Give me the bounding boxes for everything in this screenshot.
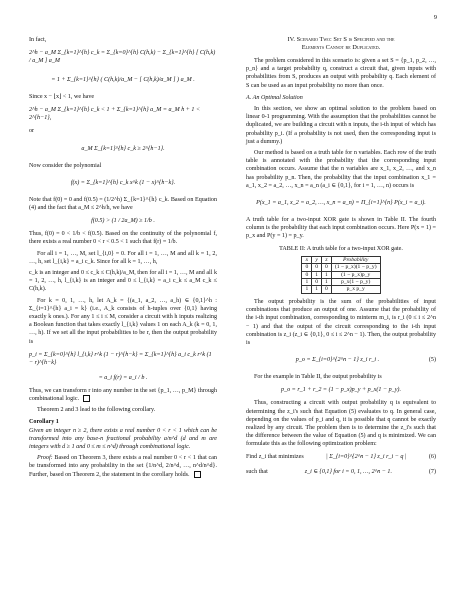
table-header-cell: z	[322, 256, 332, 263]
table-cell: 1	[322, 279, 332, 286]
table-header-cell: y	[312, 256, 322, 263]
table-row	[302, 264, 380, 271]
table-cell: 1	[322, 271, 332, 278]
subsection-heading: A. An Optimal Solution	[246, 94, 303, 101]
right-column	[246, 36, 436, 482]
table-cell: 1	[312, 271, 322, 278]
equation-output-prob: p_i = Σ_{k=0}^{h} l_{i,k} r^k (1 − r)^{h−k} = Σ_{k=1}^{h} a_i c_k r^k (1 − r)^{h−k}	[29, 351, 212, 366]
text-truth-table: A truth table for a two-input XOR gate is shown in Table II. The fourth column is the probability that each input combination occurs. Here P(x = 1) = p_x and P(y = 1) = p_y.	[246, 217, 436, 240]
table-cell: p_x p_y	[331, 286, 380, 293]
equation-polynomial: f(x) = Σ_{k=1}^{h} c_k x^k (1 − x)^{h−k}.	[70, 179, 176, 186]
page-number: 9	[433, 14, 437, 21]
text-output-prob: The output probability is the sum of the probabilities of input combinations that produce an output of one. Assume that the probability of the i-th input combination, corresponding to minterm m_i, is r_i (0 ≤ i ≤ 2^n − 1) and that the output of the circuit corresponding to the i-th input combination is z_i (z_i ∈ {0,1}, 0 ≤ i ≤ 2^n − 1). Then, the output probability is	[246, 298, 436, 346]
equation-7	[246, 467, 436, 479]
text-for-k-define: For k = 0, 1, …, h, let A_k = {(a_1, a_2, …, a_h) ∈ {0,1}^h : Σ_{i=1}^{h} a_i = k} (i.e., A_k consists of h-tuples over {0,1} having exactly k ones.). For any 1 ≤ i ≤ M, consider a circuit with h inputs realizing a Boolean function that takes exactly l_{i,k} values 1 on each A_k (k = 0, 1, …, h). If we set all the input probabilities to be r, then the output probability is	[29, 297, 217, 345]
table-row	[302, 286, 380, 293]
text-for-all-set: For all i = 1, …, M, set l_{i,0} = 0. For all i = 1, …, M and all k = 1, 2, …, h, set l_{i,k} = a_i c_k. Since for all k = 1, …, h,	[29, 250, 217, 265]
truth-table	[301, 256, 380, 294]
table-row	[302, 271, 380, 278]
equation-4: a_M Σ_{k=1}^{h} c_k ≥ 2^{h−1}.	[81, 145, 165, 152]
equation-example: p_o = r_1 + r_2 = (1 − p_x)p_y + p_x(1 − p_y).	[281, 387, 401, 394]
equation-5-body: p_o = Σ_{i=0}^{2^n − 1} z_i r_i .	[295, 357, 380, 363]
table-cell: (1 − p_x)p_y	[331, 271, 380, 278]
table-cell: 1	[312, 286, 322, 293]
text-section-intro: In this section, we show an optimal solution to the problem based on linear 0-1 programming. With the assumption that the probabilities cannot be duplicated, we are building a circuit with n inputs, the i-th input of which has probability p_i. (If a probability is not used, then the corresponding input is just a dummy.)	[246, 106, 436, 145]
table-cell: 0	[312, 279, 322, 286]
table-cell: 1	[302, 279, 312, 286]
table-cell: 0	[302, 264, 312, 271]
equation-6-body: | Σ_{i=0}^{2^n − 1} z_i r_i − q |	[326, 454, 407, 461]
table-cell: 1	[302, 286, 312, 293]
proof-paragraph: Proof: Based on Theorem 3, there exists a real number 0 < r < 1 that can be transformed into any probability in the set {1/n^d, 2/n^d, …, n^d/n^d}. Further, based on Theorem 2, the statement in the corollary holds.	[29, 455, 217, 478]
equation-output-prob-cont: = a_i f(r) = a_i / b .	[98, 374, 148, 381]
table-cell: 0	[312, 264, 322, 271]
equation-number: (6)	[428, 454, 436, 461]
text-example: For the example in Table II, the output probability is	[254, 374, 382, 381]
text-thus-constructing: Thus, constructing a circuit with output probability q is equivalent to determining the z_i's such that Equation (5) evaluates to q. In general case, depending on the values of p_i and q, it is possible that q cannot be exactly realized by any circuit. The problem then is to determine the z_i's such that the difference between the value of Equation (5) and q is minimized. We can formulate this as the following optimization problem:	[246, 400, 436, 448]
text-problem: The problem considered in this scenario is: given a set S = {p_1, p_2, …, p_n} and a target probability q, construct a circuit that, given inputs with probabilities from S, produces an output with probability q. Each element of S can be used as an input probability no more than once.	[246, 58, 436, 89]
text-or: or	[29, 128, 35, 135]
table-header-row	[302, 256, 380, 263]
equation-expansion-cont: = 1 + Σ_{k=1}^{h} ( C(h,k)/a_M − [ C(h,k)/a_M ] ) a_M .	[51, 77, 195, 84]
equation-7-body: z_i ∈ {0,1} for i = 0, 1, …, 2^n − 1.	[304, 469, 392, 476]
table-header-cell: x	[302, 256, 312, 263]
table-cell: 0	[302, 271, 312, 278]
left-column	[29, 36, 217, 482]
text-in-fact: In fact,	[29, 37, 47, 43]
text-theorem-lead: Theorem 2 and 3 lead to the following corollary.	[37, 407, 156, 414]
proof-label: Proof:	[37, 455, 53, 462]
corollary-title: Corollary 1	[29, 419, 59, 426]
opt-label: Find z_i that minimizes	[246, 454, 304, 461]
text-thus-transform: Thus, we can transform r into any number in the set {p_1, …, p_M} through combinational logic.	[29, 387, 217, 403]
section-heading: IV. Scenario Two: Set S is Specified and the Elements Cannot be Duplicated.	[287, 36, 395, 51]
table-caption: TABLE II: A truth table for a two-input XOR gate.	[279, 245, 403, 252]
text-since: Since x − ⌊x⌋ < 1, we have	[29, 94, 95, 101]
corollary-statement: Given an integer n ≥ 2, there exists a real number 0 < r < 1 which can be transformed into any base-n fractional probability a/n^d (d and m are integers with d ≥ 1 and 0 ≤ m ≤ n^d) through combinational logic.	[29, 427, 217, 451]
text-thus-continuity: Thus, f(0) = 0 < 1/b < f(0.5). Based on the continuity of the polynomial f, there exists a real number 0 < r < 0.5 < 1 such that f(r) = 1/b.	[29, 231, 217, 246]
text-note-f: Note that f(0) = 0 and f(0.5) = (1/2^h) Σ_{k=1}^{h} c_k. Based on Equation (4) and the fact that a_M ≤ 2^h/h, we have	[29, 196, 217, 212]
text-our-method: Our method is based on a truth table for n variables. Each row of the truth table is annotated with the probability that the corresponding input combination occurs. Assume that the n variables are x_1, x_2, …, and x_n has probability p_n. Then, the probability that the input combination x_1 = a_1, x_2 = a_2, …, x_n = a_n (a_i ∈ {0,1}, for i = 1, …, n) occurs is	[246, 150, 436, 189]
equation-expansion: 2^h − a_M Σ_{k=1}^{h} c_k = Σ_{k=0}^{h} C(h,k) − Σ_{k=1}^{h} [ C(h,k) / a_M ] a_M	[29, 50, 216, 65]
table-cell: (1 − p_x)(1 − p_y)	[331, 264, 380, 271]
text-ck-integer: c_k is an integer and 0 ≤ c_k ≤ C(h,k)/a_M, then for all i = 1, …, M and all k = 1, 2, …, h, l_{i,k} is an integer and 0 ≤ l_{i,k} = a_i c_k ≤ a_M c_k ≤ C(h,k).	[29, 270, 217, 293]
qed-symbol	[194, 471, 201, 478]
table-row	[302, 279, 380, 286]
equation-bound: 2^h − a_M Σ_{k=1}^{h} c_k < 1 + Σ_{k=1}^{h} a_M = a_M h + 1 < 2^{h−1},	[29, 107, 201, 122]
qed-symbol	[83, 395, 90, 402]
opt-label: such that	[246, 469, 268, 476]
table-cell: 0	[322, 264, 332, 271]
equation-number: (7)	[428, 469, 436, 476]
equation-f-half: f(0.5) > (1 / 2a_M) ≥ 1/b .	[91, 218, 155, 225]
table-header-cell: Probability	[331, 256, 380, 263]
equation-6	[246, 452, 436, 464]
equation-product: P(x_1 = a_1, x_2 = a_2, …, x_n = a_n) = Π_{i=1}^{n} P(x_i = a_i).	[256, 199, 426, 206]
table-cell: 0	[322, 286, 332, 293]
equation-number: (5)	[428, 357, 436, 363]
equation-5	[246, 350, 436, 370]
text-now-consider: Now consider the polynomial	[29, 162, 102, 169]
table-cell: p_x(1 − p_y)	[331, 279, 380, 286]
